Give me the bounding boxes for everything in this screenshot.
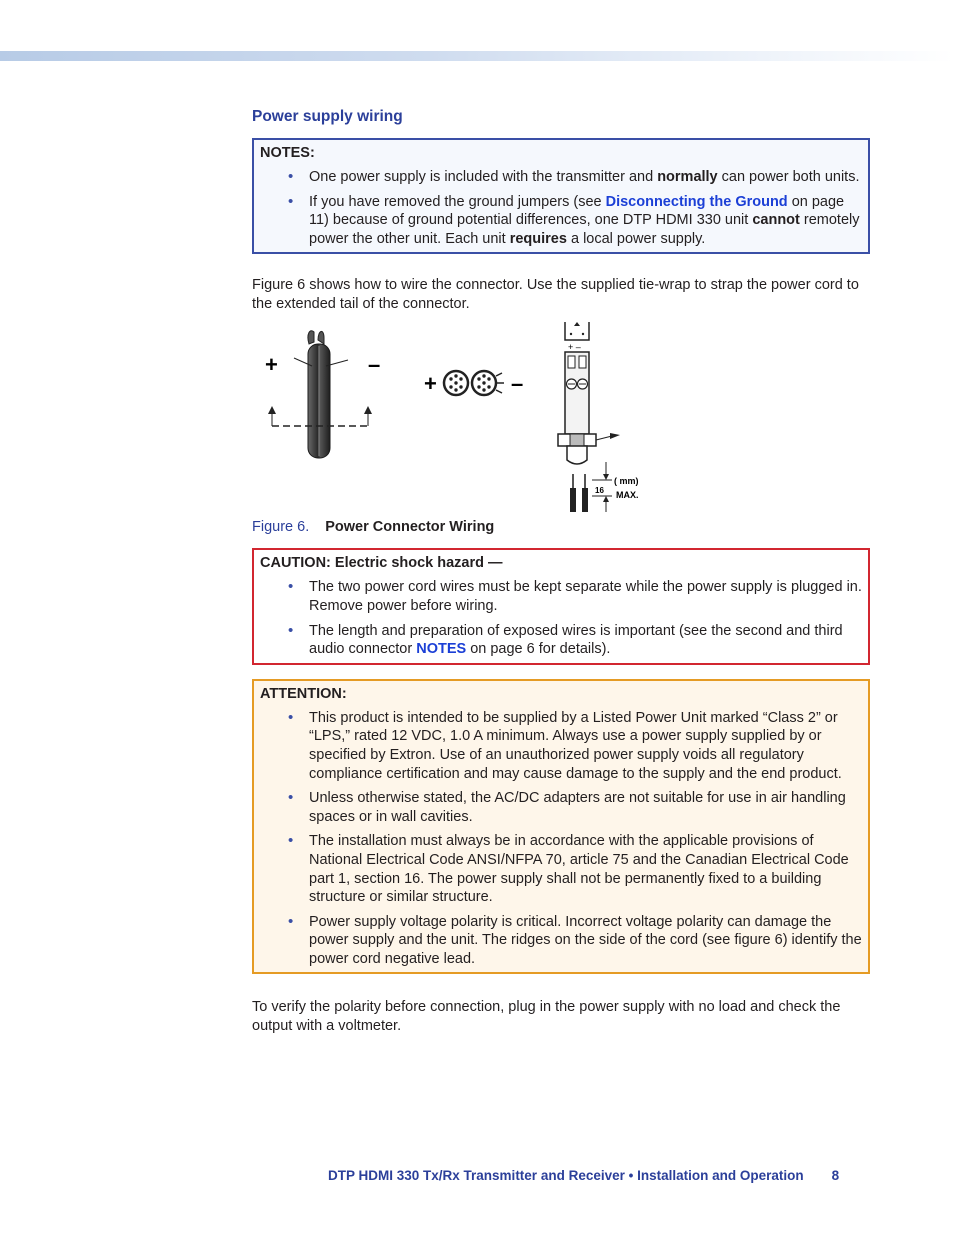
figure-title: Power Connector Wiring	[325, 519, 495, 536]
cord-plus-label: +	[265, 352, 278, 378]
header-gradient-bar	[0, 51, 954, 61]
caution-bullet-2: • The length and preparation of exposed wires is important (see the second and third audio connector NOTES on page 6 for details).	[260, 622, 862, 659]
caution-box	[252, 548, 870, 664]
figure-caption	[252, 518, 870, 536]
outro-paragraph: To verify the polarity before connection, plug in the power supply with no load and check the output with a voltmeter.	[252, 999, 841, 1035]
audio-notes-link[interactable]: NOTES	[416, 641, 467, 658]
section-plus-label: +	[424, 371, 437, 397]
caution-bullet-1: • The two power cord wires must be kept separate while the power supply is plugged in. Remove power before wiring.	[260, 578, 862, 615]
dimension-unit: ( mm)	[614, 476, 639, 487]
attention-list	[260, 709, 862, 969]
power-connector-figure	[252, 322, 870, 518]
cord-minus-label: –	[368, 352, 381, 378]
dimension-value: 16	[595, 486, 604, 496]
page-content	[252, 108, 870, 1044]
caution-title: CAUTION: Electric shock hazard —	[260, 555, 503, 572]
attention-bullet-4: • Power supply voltage polarity is critical. Incorrect voltage polarity can damage the power supply and the unit. The ridges on the side of the cord (see figure 6) identify the power cord negative lead.	[260, 913, 862, 969]
cord-cross-section-icon	[444, 371, 504, 395]
attention-bullet-2: • Unless otherwise stated, the AC/DC adapters are not suitable for use in air handling spaces or in wall cavities.	[260, 789, 862, 826]
attention-bullet-1: • This product is intended to be supplied by a Listed Power Unit marked “Class 2” or “LPS,” rated 12 VDC, 1.0 A minimum. Always use a power supply supplied by or specified by Extron. Use of an unauthorized power supply voids all regulatory compliance certification and may cause damage to the supply and the end product.	[260, 709, 862, 783]
notes-bullet-2: • If you have removed the ground jumpers (see Disconnecting the Ground on page 11) because of ground potential differences, one DTP HDMI 330 unit cannot remotely power the other unit. Each unit requires a local power supply.	[260, 193, 862, 249]
caution-list	[260, 578, 862, 658]
page-number: 8	[831, 1168, 840, 1183]
attention-box	[252, 679, 870, 975]
dimension-max-label: MAX.	[616, 490, 639, 501]
attention-bullet-3: • The installation must always be in accordance with the applicable provisions of National Electrical Code ANSI/NFPA 70, article 75 and the Canadian Electrical Code part 1, section 16. The power supply shall not be permanently fixed to a building structure or similar structure.	[260, 832, 862, 906]
connector-pin-labels: + –	[568, 342, 581, 353]
notes-box	[252, 138, 870, 254]
figure-number: Figure 6.	[252, 519, 310, 536]
page-footer	[328, 1168, 839, 1183]
intro-paragraph: Figure 6 shows how to wire the connector. Use the supplied tie-wrap to strap the power cord to the extended tail of the connector.	[252, 277, 859, 313]
notes-title: NOTES:	[260, 145, 315, 161]
notes-bullet-1: • One power supply is included with the transmitter and normally can power both units.	[260, 168, 862, 187]
section-title: Power supply wiring	[252, 108, 403, 125]
section-minus-label: –	[511, 371, 524, 397]
disconnecting-ground-link[interactable]: Disconnecting the Ground	[605, 193, 788, 210]
notes-list	[260, 168, 862, 248]
attention-title: ATTENTION:	[260, 685, 347, 702]
power-cord-icon	[268, 331, 372, 458]
power-connector-diagram	[252, 322, 870, 518]
footer-title: DTP HDMI 330 Tx/Rx Transmitter and Receiver • Installation and Operation	[328, 1168, 804, 1183]
